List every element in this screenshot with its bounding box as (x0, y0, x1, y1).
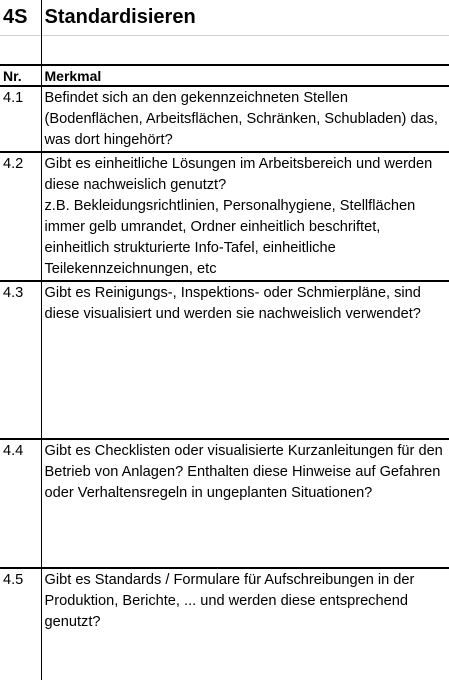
row-nr-cell[interactable] (0, 439, 41, 568)
header-cell-merkmal[interactable] (41, 65, 449, 86)
row-text: Befindet sich an den gekennzeichneten Stellen (Bodenflächen, Arbeitsflächen, Schränken, Schubladen) das, was dort hingehört? (44, 90, 438, 148)
header-row (0, 65, 449, 86)
row-nr-cell[interactable] (0, 152, 41, 281)
row-nr: 4.5 (3, 572, 24, 588)
header-cell-nr[interactable] (0, 65, 41, 86)
row-nr-cell[interactable] (0, 86, 41, 152)
header-nr-label: Nr. (3, 67, 22, 84)
title-code: 4S (3, 6, 28, 28)
row-text-cell[interactable] (41, 439, 449, 568)
table-row (0, 439, 449, 568)
row-nr: 4.3 (3, 285, 24, 301)
title-label: Standardisieren (44, 6, 196, 28)
table-row (0, 86, 449, 152)
row-nr-cell[interactable] (0, 281, 41, 439)
table-row (0, 281, 449, 439)
title-code-cell[interactable] (0, 0, 41, 36)
row-nr-cell[interactable] (0, 568, 41, 680)
title-label-cell[interactable] (41, 0, 449, 36)
row-text-cell[interactable] (41, 281, 449, 439)
header-merkmal-label: Merkmal (44, 67, 102, 84)
blank-row (0, 36, 449, 66)
row-text-cell[interactable] (41, 152, 449, 281)
row-nr: 4.2 (3, 156, 24, 172)
blank-cell-text[interactable] (41, 36, 449, 66)
row-text: Gibt es Standards / Formulare für Aufschreibungen in der Produktion, Berichte, ... und werden diese entsprechend genutzt? (44, 572, 415, 630)
table-row (0, 568, 449, 680)
table-row (0, 152, 449, 281)
row-text-cell[interactable] (41, 568, 449, 680)
blank-cell-nr[interactable] (0, 36, 41, 66)
row-nr: 4.4 (3, 443, 24, 459)
row-nr: 4.1 (3, 90, 24, 106)
row-text: Gibt es Checklisten oder visualisierte Kurzanleitungen für den Betrieb von Anlagen? Enthalten diese Hinweise auf Gefahren oder Verhaltensregeln in ungeplanten Situationen? (44, 443, 443, 501)
title-row (0, 0, 449, 36)
row-text-cell[interactable] (41, 86, 449, 152)
row-text-examples: z.B. Bekleidungsrichtlinien, Personalhygiene, Stellflächen immer gelb umrandet, Ordner einheitlich beschriftet, einheitlich strukturierte Info-Tafel, einheitliche Teilekennzeichnungen, etc (44, 198, 416, 277)
row-text: Gibt es einheitliche Lösungen im Arbeitsbereich und werden diese nachweislich genutzt? (44, 156, 433, 193)
row-text: Gibt es Reinigungs-, Inspektions- oder Schmierpläne, sind diese visualisiert und werden sie nachweislich verwendet? (44, 285, 421, 322)
